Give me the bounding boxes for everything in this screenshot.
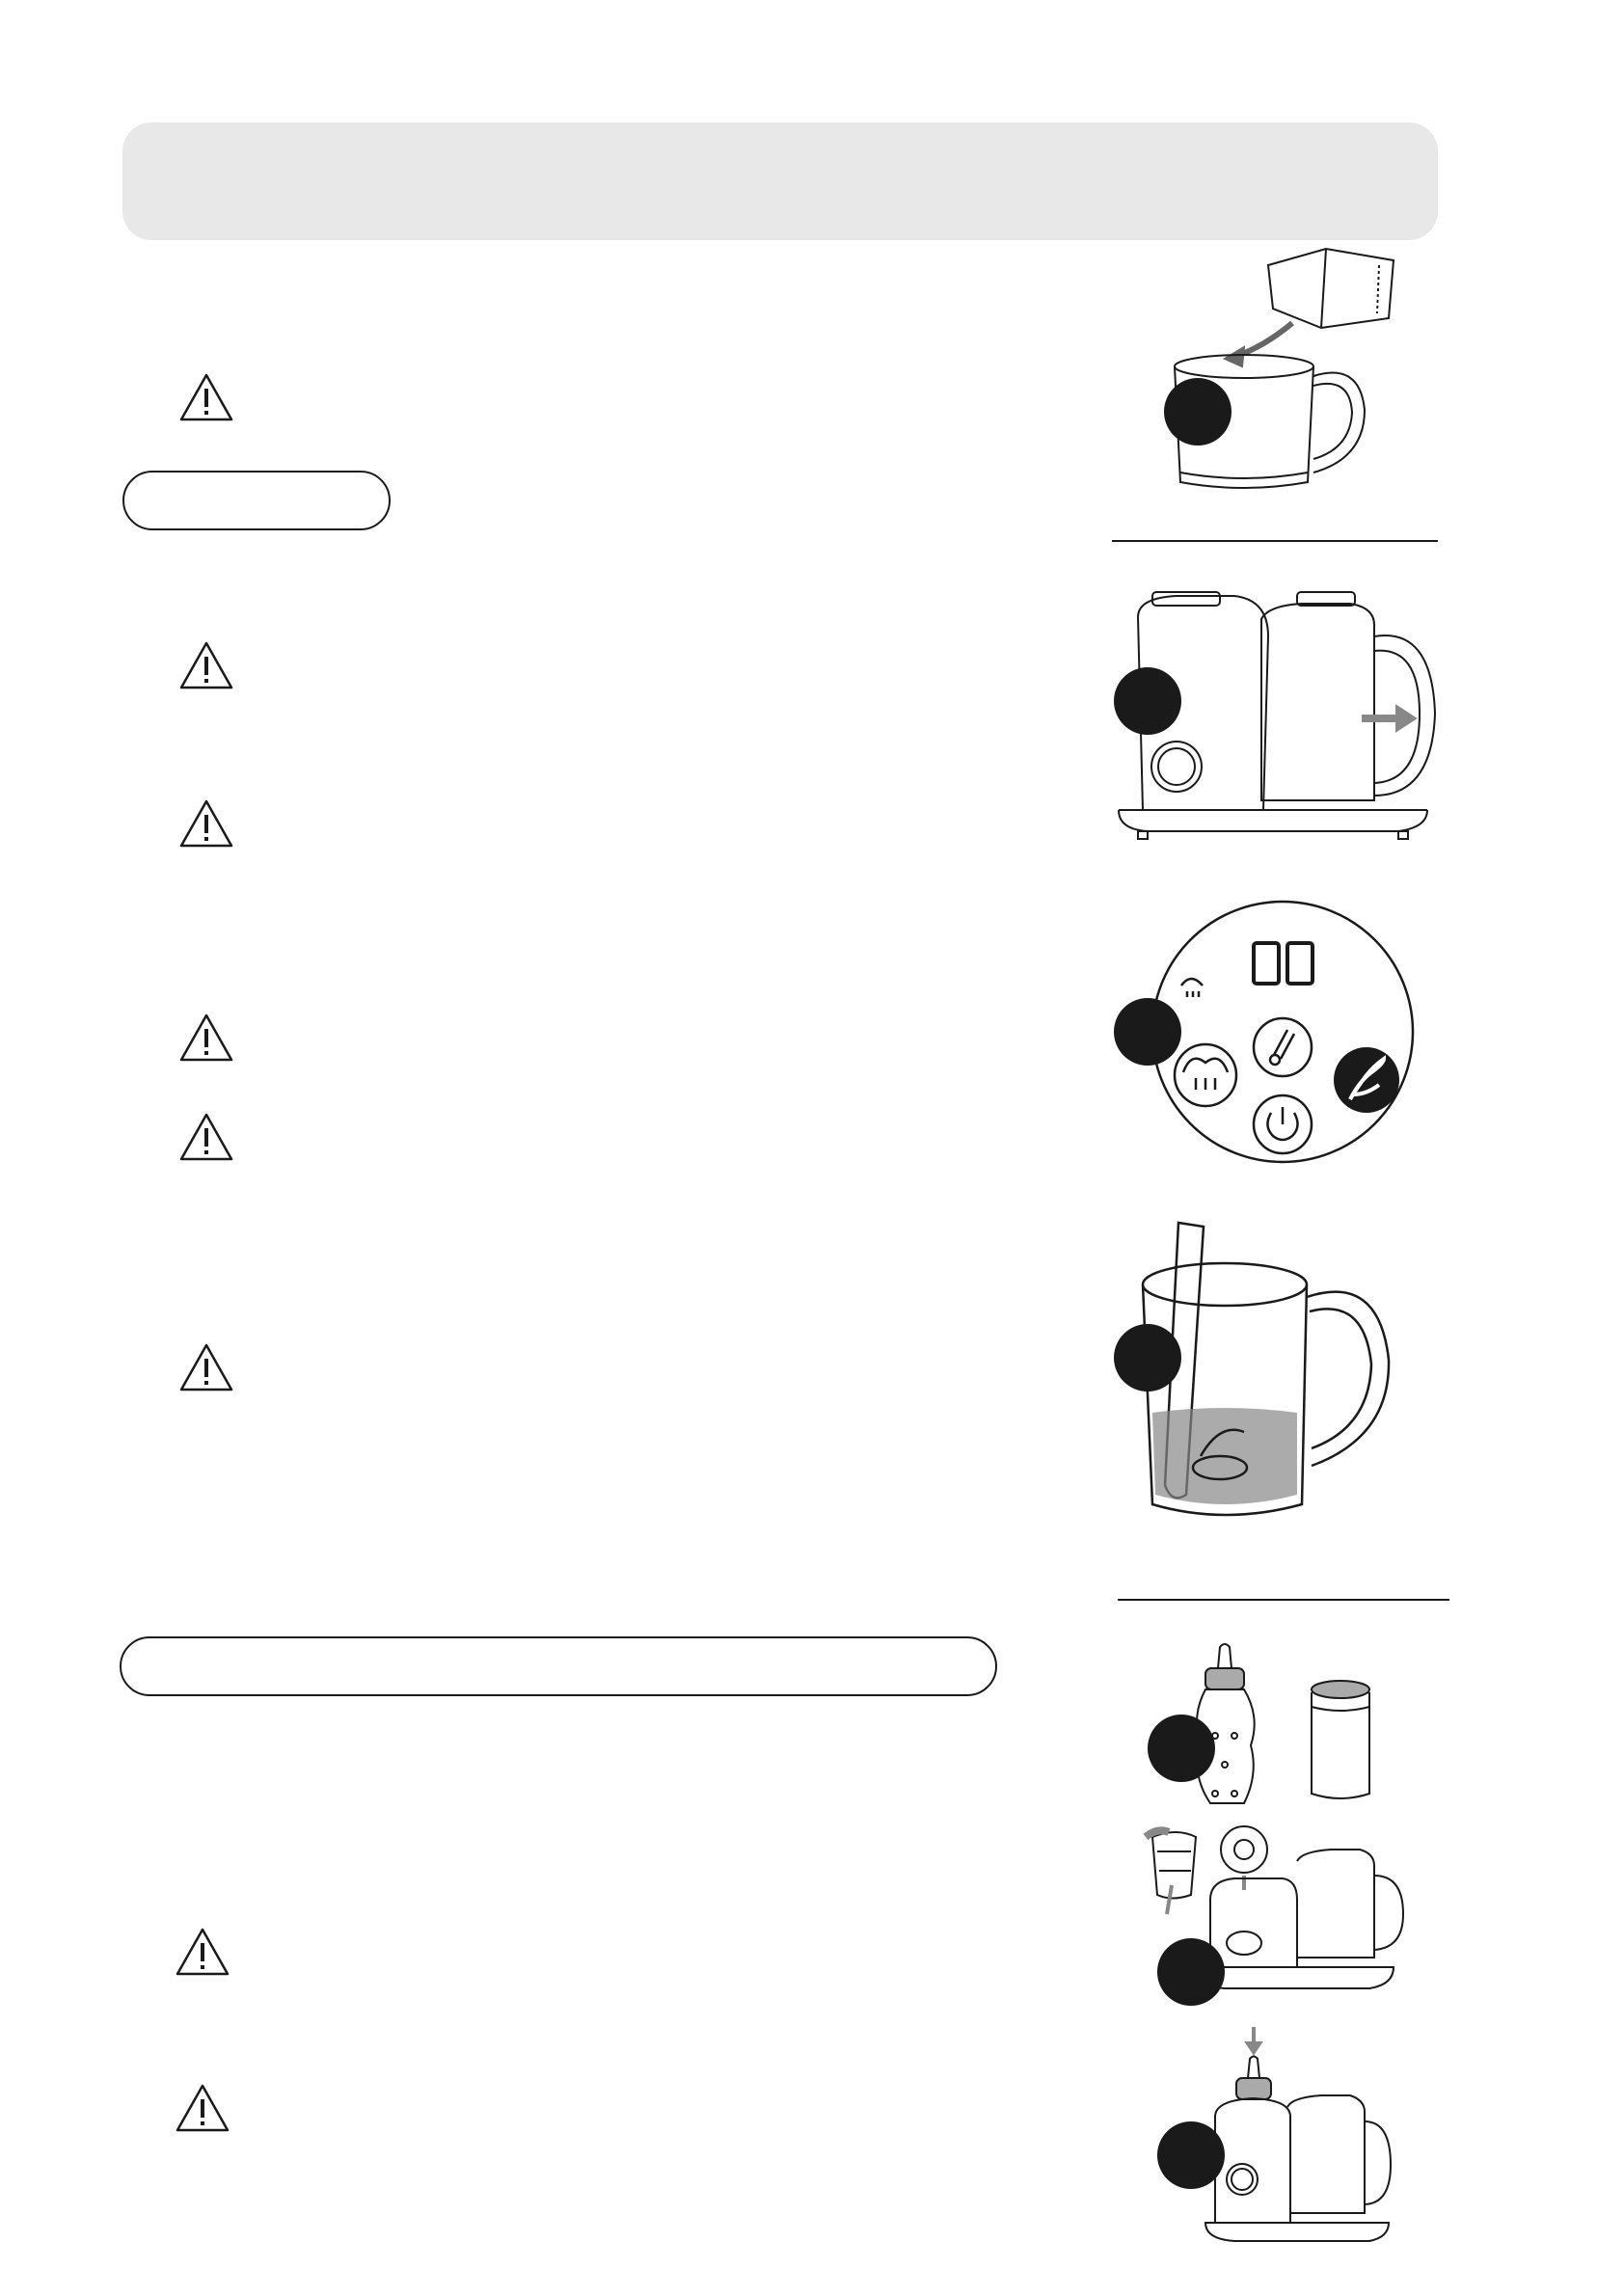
divider (1118, 1599, 1449, 1601)
warning-triangle-icon (178, 1342, 234, 1392)
section-pill-1 (122, 471, 391, 530)
warning-triangle-icon (178, 640, 234, 690)
figure-badge (1114, 1324, 1181, 1391)
divider (1112, 540, 1438, 542)
figure-control-panel (1143, 897, 1422, 1167)
warning-triangle-icon (178, 1112, 234, 1162)
warning-triangle-icon (178, 1013, 234, 1063)
figure-badge (1148, 1715, 1215, 1782)
figure-badge (1114, 998, 1181, 1066)
figure-badge (1157, 1938, 1225, 2006)
figure-pour-into-jug (1157, 241, 1447, 501)
figure-badge (1164, 378, 1232, 446)
figure-badge (1114, 667, 1181, 735)
section-pill-2 (120, 1636, 997, 1696)
figure-badge (1157, 2121, 1225, 2189)
warning-triangle-icon (175, 2083, 230, 2133)
warning-triangle-icon (178, 372, 234, 422)
warning-triangle-icon (175, 1927, 230, 1977)
header-bar (122, 122, 1438, 240)
warning-triangle-icon (178, 798, 234, 849)
